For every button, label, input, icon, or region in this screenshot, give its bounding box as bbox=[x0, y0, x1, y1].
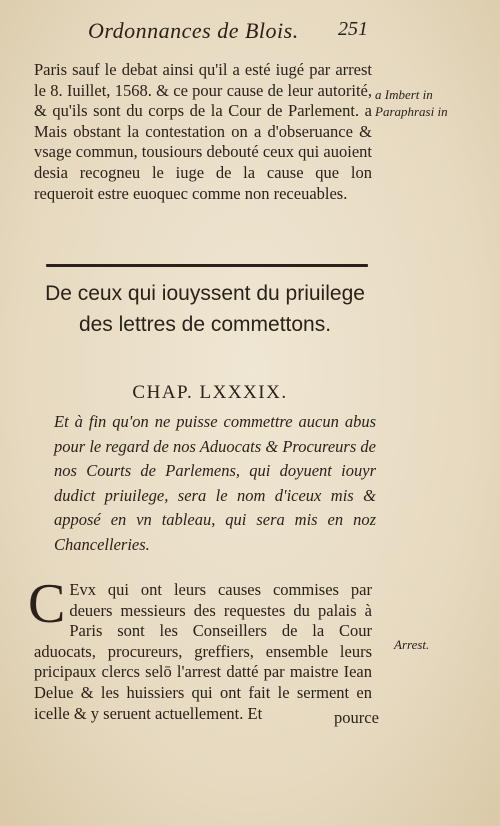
margin-note-2: Arrest. bbox=[394, 637, 430, 652]
paragraph-2 bbox=[28, 573, 372, 724]
paragraph-2-text: Evx qui ont leurs causes commises par deuers messieurs des requestes du palais à Paris sont les Conseillers de la Cour aduocats, procureurs, greffiers, ensemble leurs pricipaux clercs selō l'arrest datté par maistre Iean Delue & les huissiers qui ont fait le serment en icelle & y seruent actuellement. Et bbox=[34, 580, 372, 723]
drop-cap: C bbox=[28, 573, 66, 635]
chapter-title: CHAP. LXXXIX. bbox=[132, 382, 288, 403]
chapter-summary bbox=[54, 410, 376, 557]
running-head: Ordonnances de Blois. bbox=[88, 18, 299, 43]
section-rule bbox=[46, 264, 368, 267]
section-heading: De ceux qui iouyssent du priuilege des lettres de commettons. bbox=[45, 282, 365, 336]
page-number: 251 bbox=[338, 18, 368, 40]
catchword: pource bbox=[334, 708, 379, 727]
margin-note-1: a Imbert in Paraphrasi in bbox=[375, 87, 448, 119]
paragraph-1 bbox=[34, 60, 372, 204]
chapter-summary-text: Et à fin qu'on ne puisse commettre aucun abus pour le regard de nos Aduocats & Procureurs de nos Courts de Parlemens, qui doyuent iouyr dudict priuilege, sera le nom d'iceux mis & apposé en vn tableau, qui sera mis en noz Chancelleries. bbox=[54, 412, 376, 554]
paragraph-1-text: Paris sauf le debat ainsi qu'il a esté iugé par arrest le 8. Iuillet, 1568. & ce pour cause de leur autorité, & qu'ils sont du corps de la Cour de Parlement. a Mais obstant la contestation on a d'obseruance & vsage commun, tousiours debouté ceux qui auoient desia recogneu le iuge de la cause que lon requeroit estre euoquec comme non receuables. bbox=[34, 60, 372, 203]
